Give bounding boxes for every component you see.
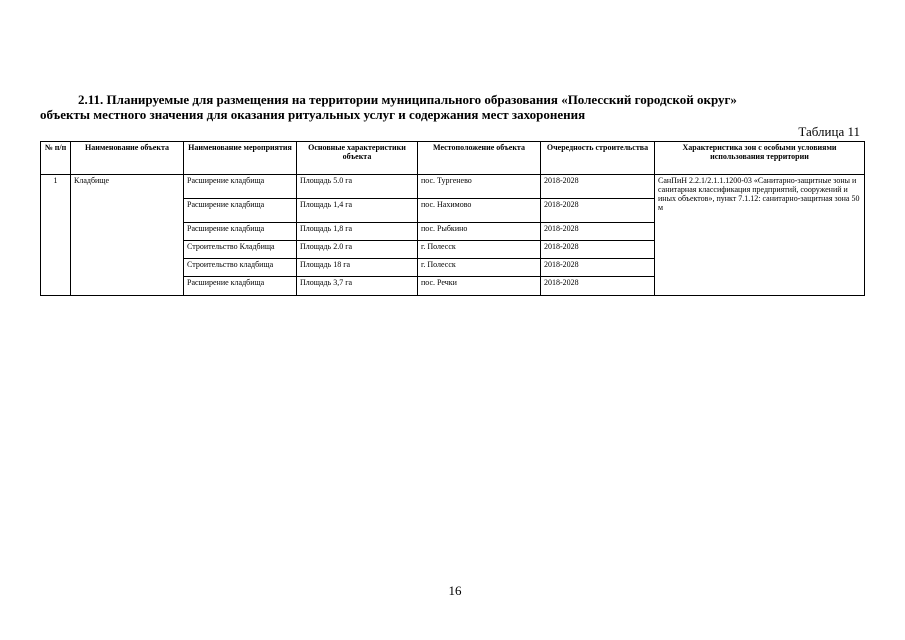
location-cell: пос. Тургенево [418, 175, 541, 199]
activity-cell: Строительство Кладбища [184, 241, 297, 259]
location-cell: г. Полесск [418, 259, 541, 277]
period-cell: 2018-2028 [541, 175, 655, 199]
table-row [41, 175, 865, 199]
activity-cell: Строительство кладбища [184, 259, 297, 277]
location-cell: пос. Нахимово [418, 199, 541, 223]
characteristics-cell: Площадь 18 га [297, 259, 418, 277]
characteristics-cell: Площадь 5.0 га [297, 175, 418, 199]
activity-cell: Расширение кладбища [184, 223, 297, 241]
object-name: Кладбище [71, 175, 184, 296]
section-heading [40, 92, 870, 122]
heading-line-1: 2.11. Планируемые для размещения на территории муниципального образования «Полесский городской округ» [78, 92, 737, 107]
activity-cell: Расширение кладбища [184, 277, 297, 296]
heading-line-2: объекты местного значения для оказания ритуальных услуг и содержания мест захоронения [40, 107, 586, 122]
header-characteristics: Основные характеристики объекта [297, 142, 418, 175]
page-number: 16 [448, 583, 462, 598]
period-cell: 2018-2028 [541, 241, 655, 259]
header-activity: Наименование мероприятия [184, 142, 297, 175]
cemetery-objects-table [40, 141, 865, 296]
characteristics-cell: Площадь 3,7 га [297, 277, 418, 296]
header-object-name: Наименование объекта [71, 142, 184, 175]
location-cell: г. Полесск [418, 241, 541, 259]
characteristics-cell: Площадь 1,8 га [297, 223, 418, 241]
zone-characteristic: СанПиН 2.2.1/2.1.1.1200-03 «Санитарно-защитные зоны и санитарная классификация предприятий, сооружений и иных объектов», пункт 7.1.12: санитарно-защитная зона 50 м [655, 175, 865, 296]
location-cell: пос. Речки [418, 277, 541, 296]
header-number: № п/п [41, 142, 71, 175]
characteristics-cell: Площадь 2.0 га [297, 241, 418, 259]
period-cell: 2018-2028 [541, 223, 655, 241]
header-zone: Характеристика зон с особыми условиями использования территории [655, 142, 865, 175]
period-cell: 2018-2028 [541, 259, 655, 277]
row-number: 1 [41, 175, 71, 296]
period-cell: 2018-2028 [541, 199, 655, 223]
header-location: Местоположение объекта [418, 142, 541, 175]
table-caption: Таблица 11 [798, 124, 860, 139]
header-period: Очередность строительства [541, 142, 655, 175]
activity-cell: Расширение кладбища [184, 199, 297, 223]
activity-cell: Расширение кладбища [184, 175, 297, 199]
location-cell: пос. Рыбкино [418, 223, 541, 241]
characteristics-cell: Площадь 1,4 га [297, 199, 418, 223]
period-cell: 2018-2028 [541, 277, 655, 296]
table-header-row [41, 142, 865, 175]
